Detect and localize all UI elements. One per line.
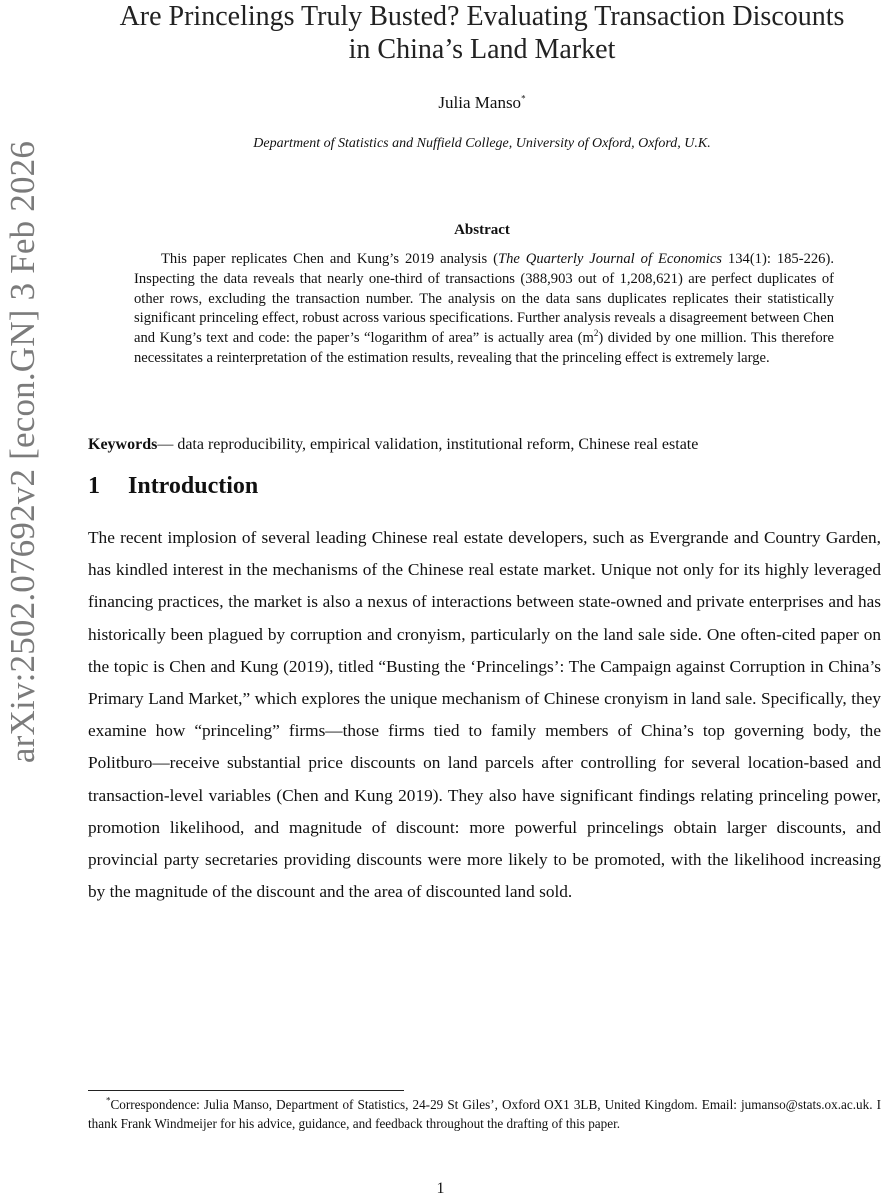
abstract-part-2: 134(1): 185-226). Inspecting the data reveals that nearly one-third of transactions (388,903 out of 1,208,621) are perfect duplicates of other rows, excluding the transaction number. The analysis on the data sans duplicates replicates their statistically significant princeling effect, robust across various specifications. Further analysis reveals a disagreement between Chen and Kung’s text and code: the paper’s “logarithm of area” is actually area (m [134,251,834,347]
abstract-superscript: 2 [593,328,599,339]
paper-title [82,0,881,66]
section-number: 1 [88,473,100,499]
abstract-text [134,250,834,369]
footnote-mark: * [106,1095,111,1106]
keywords-line [88,436,881,454]
abstract-part-3: ) divided by one million. This therefore necessitates a reinterpretation of the estimation results, revealing that the princeling effect is extremely large. [134,330,835,366]
abstract-journal: The Quarterly Journal of Economics [497,251,722,267]
keywords-text: — data reproducibility, empirical validation, institutional reform, Chinese real estate [157,436,699,453]
author-affiliation: Department of Statistics and Nuffield College, University of Oxford, Oxford, U.K. [253,136,711,151]
keywords-label: Keywords [88,436,158,453]
abstract-heading: Abstract [454,222,510,238]
author-name: Julia Manso [438,93,522,112]
footnote-text: Correspondence: Julia Manso, Department of Statistics, 24-29 St Giles’, Oxford OX1 3LB, United Kingdom. Email: jumanso@stats.ox.ac.uk. I thank Frank Windmeijer for his advice, guidance, and feedback throughout the drafting of this paper. [88,1097,881,1131]
arxiv-stamp [0,140,46,764]
intro-paragraph: The recent implosion of several leading Chinese real estate developers, such as Evergrande and Country Garden, has kindled interest in the mechanisms of the Chinese real estate market. Unique not only for its highly leveraged financing practices, the market is also a nexus of interactions between state-owned and private enterprises and has historically been plagued by corruption and cronyism, particularly on the land sale side. One often-cited paper on the topic is Chen and Kung (2019), titled “Busting the ‘Princelings’: The Campaign against Corruption in China’s Primary Land Market,” which explores the unique mechanism of Chinese cronyism in land sale. Specifically, they examine how “princeling” firms—those firms tied to family members of China’s top governing body, the Politburo—receive substantial price discounts on land parcels after controlling for several location-based and transaction-level variables (Chen and Kung 2019). They also have significant findings relating princeling power, promotion likelihood, and magnitude of discount: more powerful princelings obtain larger discounts, and provincial party secretaries providing discounts were more likely to be promoted, with the likelihood increasing by the magnitude of the discount and the area of discounted land sold. [88,528,881,902]
author-footnote-mark: * [521,93,526,104]
section-title: Introduction [128,473,259,499]
author-line [82,93,881,113]
page-number: 1 [436,1180,445,1197]
arxiv-identifier: arXiv:2502.07692v2 [econ.GN] 3 Feb 2026 [3,140,42,764]
footnote [88,1096,881,1133]
abstract-part-1: This paper replicates Chen and Kung’s 2019 analysis ( [161,251,498,267]
title-line-1: Are Princelings Truly Busted? Evaluating Transaction Discounts [119,1,845,32]
section-heading [88,473,258,500]
footnote-rule [88,1090,404,1091]
title-line-2: in China’s Land Market [348,34,616,65]
